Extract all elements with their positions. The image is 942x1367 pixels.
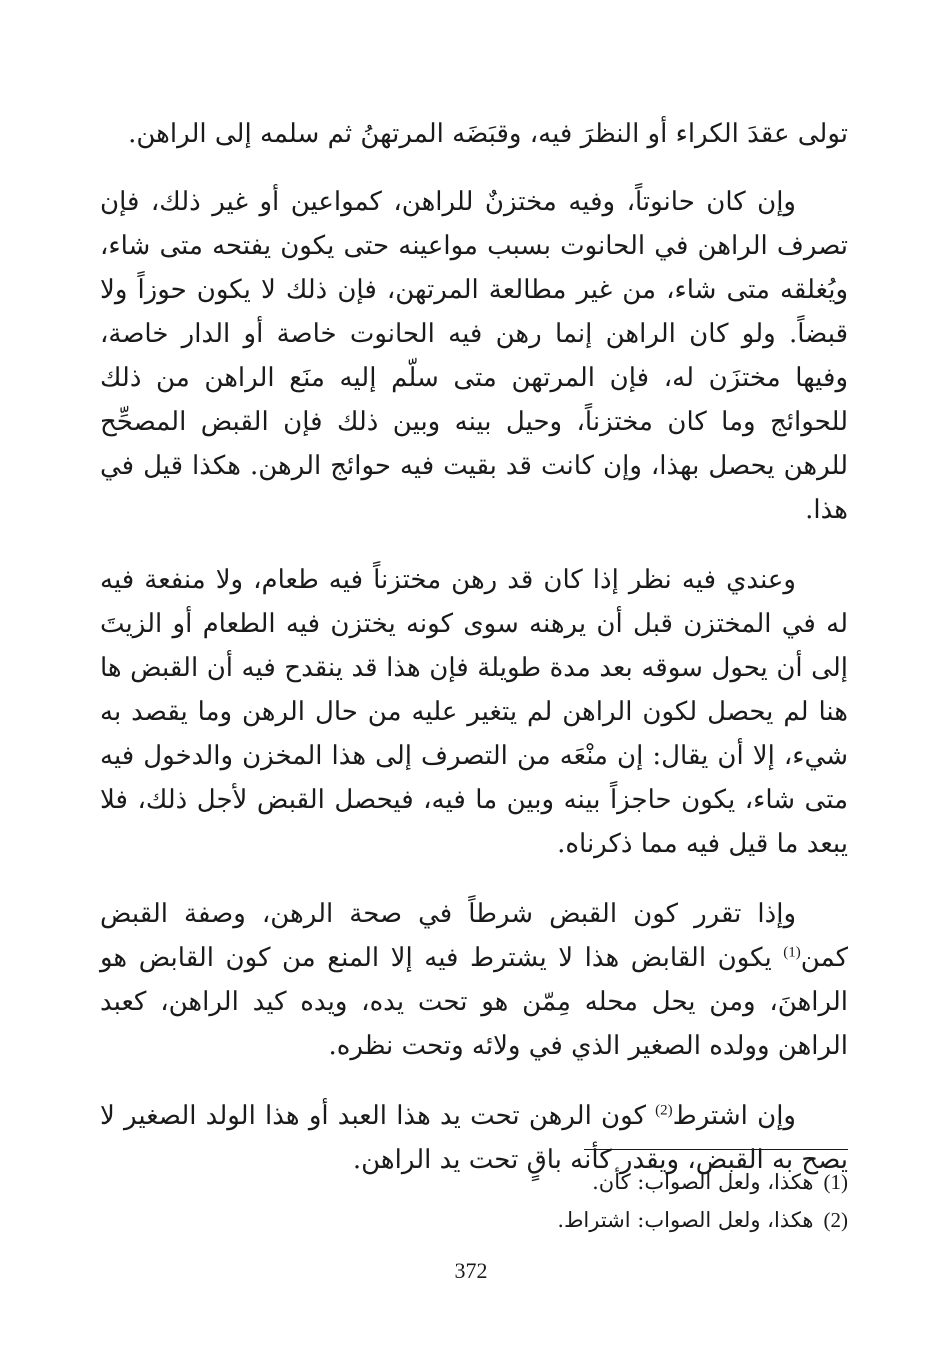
paragraph-4 [100,892,848,1068]
paragraph-4-text-end: يكون القابض هذا لا يشترط فيه إلا المنع من كون القابض هو الراهنَ، ومن يحل محله مِمّن هو تحت يده، ويده كيد الراهن، كعبد الراهن وولده الصغير الذي في ولائه وتحت نظره. [100,943,848,1061]
footnote-ref-1[interactable]: (1) [783,944,801,961]
footnote-2 [100,1201,848,1239]
footnote-1-text: هكذا، ولعل الصواب: كأن. [592,1170,814,1194]
paragraph-5-text-start: وإن اشترط [672,1101,796,1131]
footnote-ref-2[interactable]: (2) [655,1102,673,1119]
page-body [100,112,848,1208]
paragraph-4-text-start: وإذا تقرر كون القبض شرطاً في صحة الرهن، وصفة القبض كمن [100,899,848,973]
paragraph-5-text-end: كون الرهن تحت يد هذا العبد أو هذا الولد الصغير لا يصح به القبض، ويقدر كأنه باقٍ تحت يد الراهن. [100,1101,848,1175]
footnote-divider [584,1149,848,1150]
footnote-2-text: هكذا، ولعل الصواب: اشتراط. [557,1208,814,1232]
paragraph-1-text: تولى عقدَ الكراء أو النظرَ فيه، وقبَضَه المرتهنُ ثم سلمه إلى الراهن. [128,119,848,149]
paragraph-3-text: وعندي فيه نظر إذا كان قد رهن مختزناً فيه طعام، ولا منفعة فيه له في المختزن قبل أن يرهنه سوى كونه يختزن فيه الطعام أو الزيتَ إلى أن يحول سوقه بعد مدة طويلة فإن هذا قد ينقدح فيه أن القبض ها هنا لم يحصل لكون الراهن لم يتغير عليه من حال الرهن وما يقصد به شيء، إلا أن يقال: إن منْعَه من التصرف إلى هذا المخزن والدخول فيه متى شاء، يكون حاجزاً بينه وبين ما فيه، فيحصل القبض لأجل ذلك، فلا يبعد ما قيل فيه مما ذكرناه. [100,565,848,859]
paragraph-3 [100,558,848,866]
paragraph-2-text: وإن كان حانوتاً، وفيه مختزنٌ للراهن، كمواعين أو غير ذلك، فإن تصرف الراهن في الحانوت بسبب مواعينه حتى يكون يفتحه متى شاء، ويُغلقه متى شاء، من غير مطالعة المرتهن، فإن ذلك لا يكون حوزاً ولا قبضاً. ولو كان الراهن إنما رهن فيه الحانوت خاصة أو الدار خاصة، وفيها مختزَن له، فإن المرتهن متى سلّم إليه منَع الراهن من ذلك للحوائج وما كان مختزناً، وحيل بينه وبين ذلك فإن القبض المصحِّح للرهن يحصل بهذا، وإن كانت قد بقيت فيه حوائج الرهن. هكذا قيل في هذا. [100,187,848,525]
paragraph-1 [100,112,848,156]
page-number: 372 [454,1258,488,1283]
footnote-2-number: (2) [823,1208,848,1232]
footnote-1 [100,1163,848,1201]
footnote-1-number: (1) [823,1170,848,1194]
paragraph-2 [100,180,848,532]
footnotes [100,1163,848,1239]
